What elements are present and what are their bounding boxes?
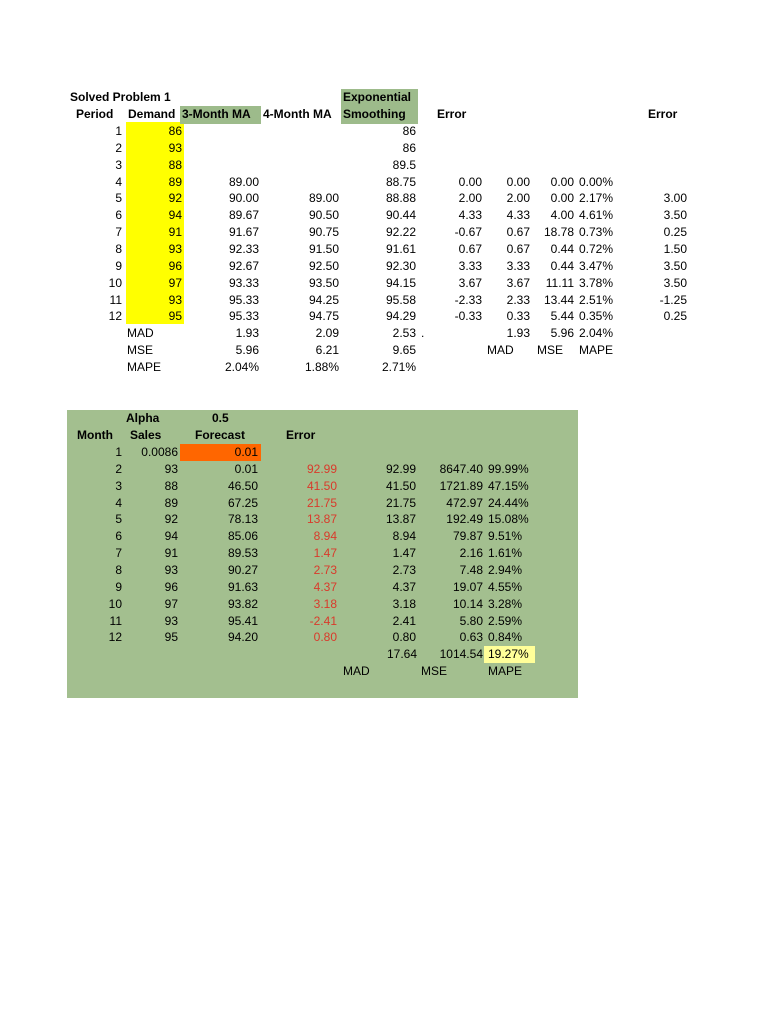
period-cell: 1 [115, 124, 122, 138]
ma4-cell: 91.50 [308, 241, 339, 256]
summary-pct: 2.04% [579, 326, 614, 340]
ma4-cell: 94.25 [308, 292, 339, 307]
pct-error-cell: 1.61% [488, 546, 523, 561]
sq-error-cell: 11.11 [545, 275, 574, 290]
err-label-mse: MSE [537, 343, 564, 357]
sales-cell: 92 [164, 512, 178, 527]
summary-pct [579, 359, 639, 375]
sq-error-cell: 5.44 [550, 309, 574, 324]
sq-error-cell: 0.63 [459, 630, 483, 645]
total-mape: 19.27% [488, 647, 529, 661]
error2-cell: -1.25 [659, 292, 687, 307]
summary-dot: . [421, 326, 425, 340]
month-header: Month [77, 428, 113, 442]
exp-cell: 88.75 [385, 174, 416, 189]
month-cell: 5 [115, 512, 122, 527]
summary-exp: 9.65 [392, 343, 416, 357]
error-cell: -2.41 [309, 613, 337, 628]
sales-cell: 91 [164, 546, 178, 561]
abs-error-cell: 3.18 [392, 596, 416, 611]
sq-error-cell: 2.16 [459, 546, 483, 561]
pct-error-cell: 0.35% [579, 309, 614, 324]
pct-error-cell: 2.94% [488, 562, 523, 577]
period-cell: 7 [115, 225, 122, 240]
sq-error-cell [532, 140, 574, 156]
forecast-cell: 46.50 [227, 478, 258, 493]
sales-cell: 93 [164, 461, 178, 476]
ma4-cell: 92.50 [308, 258, 339, 273]
forecast-header: Forecast [195, 428, 246, 442]
total-label-mape: MAPE [488, 664, 523, 678]
sq-error-cell: 13.44 [543, 292, 574, 307]
error-cell: 8.94 [313, 529, 337, 544]
sales-cell: 94 [164, 529, 178, 544]
pct-error-cell: 0.73% [579, 225, 614, 240]
abs-error-cell: 0.67 [506, 241, 530, 256]
error-cell: 0.00 [458, 174, 482, 189]
abs-error-cell [341, 444, 416, 460]
summary-exp: 2.71% [381, 360, 416, 374]
month-cell: 11 [109, 613, 122, 628]
exp-cell: 89.5 [392, 157, 416, 172]
pct-error-cell [488, 444, 533, 460]
abs-error-cell: 2.00 [506, 191, 530, 206]
error2-cell [620, 123, 687, 139]
error-cell: 1.47 [313, 546, 337, 561]
summary-label: MAPE [127, 360, 162, 374]
total-label-mse: MSE [421, 664, 448, 678]
pct-error-cell: 2.59% [488, 613, 523, 628]
month-cell: 10 [108, 596, 122, 611]
summary-exp: 2.53 [392, 326, 416, 340]
abs-error-cell: 4.33 [506, 208, 530, 223]
ma4-cell [262, 157, 339, 173]
error-cell: 3.18 [313, 596, 337, 611]
exp-cell: 86 [402, 124, 416, 138]
forecast-cell: 90.27 [227, 562, 258, 577]
forecast-cell: 0.01 [234, 461, 258, 476]
sales-header: Sales [130, 428, 162, 442]
forecast-cell: 94.20 [227, 630, 258, 645]
error2-cell: 3.50 [663, 208, 687, 223]
summary-ma4: 6.21 [315, 343, 339, 357]
sheet-title: Solved Problem 1 [70, 90, 171, 104]
forecast-cell: 89.53 [227, 546, 258, 561]
ma3-header: 3-Month MA [182, 107, 251, 121]
summary-ma3: 1.93 [235, 326, 259, 340]
exp-cell: 92.30 [385, 258, 416, 273]
sq-error-cell: 0.00 [550, 174, 574, 189]
demand-cell: 88 [168, 157, 182, 172]
pct-error-cell: 24.44% [488, 495, 529, 510]
sq-error-cell: 7.48 [459, 562, 483, 577]
exp-cell: 94.29 [385, 309, 416, 324]
error-cell [420, 123, 482, 139]
abs-error-cell: 2.33 [506, 292, 530, 307]
period-cell: 12 [108, 309, 122, 324]
ma4-cell: 93.50 [308, 275, 339, 290]
period-cell: 5 [115, 191, 122, 206]
ma3-cell: 90.00 [228, 191, 259, 206]
forecast-cell: 0.01 [234, 445, 258, 459]
error-cell [262, 444, 337, 460]
sales-cell: 89 [164, 495, 178, 510]
demand-cell: 93 [168, 140, 182, 155]
pct-error-cell: 4.61% [579, 208, 614, 223]
ma3-cell: 95.33 [228, 292, 259, 307]
sq-error-cell: 10.14 [452, 596, 483, 611]
exp-cell: 86 [402, 140, 416, 155]
error2-cell: 3.50 [663, 275, 687, 290]
pct-error-cell: 3.78% [579, 275, 614, 290]
err-label-mad: MAD [487, 343, 514, 357]
ma3-cell [180, 123, 259, 139]
error2-cell [620, 174, 687, 190]
abs-error-cell: 2.41 [392, 613, 416, 628]
summary-abs: 1.93 [506, 326, 530, 340]
pct-error-cell: 47.15% [488, 478, 529, 493]
alpha-label: Alpha [126, 411, 160, 425]
total-mse: 1014.54 [439, 647, 483, 661]
demand-cell: 93 [168, 292, 182, 307]
ma3-cell [180, 140, 259, 156]
pct-error-cell: 9.51% [488, 529, 523, 544]
pct-error-cell: 99.99% [488, 461, 529, 476]
abs-error-cell: 0.00 [506, 174, 530, 189]
exp-cell: 94.15 [385, 275, 416, 290]
error-cell: 2.00 [458, 191, 482, 206]
error-cell: 4.37 [313, 579, 337, 594]
sq-error-cell: 79.87 [452, 529, 483, 544]
error-cell: 0.67 [458, 241, 482, 256]
sq-error-cell: 18.78 [543, 225, 574, 240]
forecast-cell: 91.63 [227, 579, 258, 594]
ma3-cell: 95.33 [228, 309, 259, 324]
forecast-cell: 95.41 [227, 613, 258, 628]
sales-cell: 95 [164, 630, 178, 645]
ma4-cell: 90.75 [308, 225, 339, 240]
period-header: Period [76, 107, 114, 121]
total-label-mad: MAD [343, 664, 370, 678]
ma3-cell: 91.67 [228, 225, 259, 240]
ma3-cell [180, 157, 259, 173]
exp-header-line2: Smoothing [343, 107, 406, 121]
month-cell: 12 [108, 630, 122, 645]
sq-error-cell: 19.07 [452, 579, 483, 594]
error-cell [420, 157, 482, 173]
error2-cell [620, 140, 687, 156]
ma4-cell: 89.00 [308, 191, 339, 206]
error-cell: 21.75 [306, 495, 337, 510]
error2-cell: 0.25 [663, 225, 687, 240]
pct-error-cell: 0.00% [579, 174, 614, 189]
sales-cell: 0.0086 [141, 445, 178, 459]
pct-error-cell: 0.84% [488, 630, 523, 645]
error-cell: 0.80 [313, 630, 337, 645]
abs-error-cell: 0.80 [392, 630, 416, 645]
demand-cell: 86 [168, 124, 182, 138]
sq-error-cell [532, 157, 574, 173]
sq-error-cell: 1721.89 [439, 478, 483, 493]
sales-cell: 96 [164, 579, 178, 594]
sq-error-cell: 472.97 [446, 495, 483, 510]
demand-cell: 95 [168, 309, 182, 324]
summary-ma4: 2.09 [315, 326, 339, 340]
ma4-cell: 90.50 [308, 208, 339, 223]
abs-error-cell: 2.73 [392, 562, 416, 577]
demand-cell: 89 [168, 174, 182, 189]
period-cell: 3 [115, 157, 122, 172]
month-cell: 7 [115, 546, 122, 561]
abs-error-cell: 3.67 [506, 275, 530, 290]
abs-error-cell: 0.67 [506, 225, 530, 240]
ma3-cell: 92.33 [228, 241, 259, 256]
month-cell: 6 [115, 529, 122, 544]
summary-dot [421, 359, 431, 375]
summary-label: MAD [127, 326, 154, 340]
error-cell [420, 140, 482, 156]
abs-error-cell: 8.94 [392, 529, 416, 544]
exp-cell: 90.44 [385, 208, 416, 223]
abs-error-cell: 41.50 [385, 478, 416, 493]
error-cell: -0.33 [454, 309, 482, 324]
sq-error-cell [532, 123, 574, 139]
exp-cell: 88.88 [385, 191, 416, 206]
summary-sq: 5.96 [550, 326, 574, 340]
exp-cell: 91.61 [385, 241, 416, 256]
sq-error-cell [418, 444, 483, 460]
error2-cell [620, 157, 687, 173]
error2-cell: 0.25 [663, 309, 687, 324]
period-cell: 8 [115, 241, 122, 256]
period-cell: 10 [108, 275, 122, 290]
summary-abs [484, 359, 530, 375]
summary-dot [421, 342, 431, 358]
error-cell: 92.99 [306, 461, 337, 476]
ma4-cell [262, 174, 339, 190]
demand-header: Demand [128, 107, 176, 121]
forecast-cell: 67.25 [227, 495, 258, 510]
month-cell: 8 [115, 562, 122, 577]
sales-cell: 97 [164, 596, 178, 611]
forecast-cell: 93.82 [227, 596, 258, 611]
month-cell: 1 [115, 445, 122, 459]
ma3-cell: 92.67 [228, 258, 259, 273]
ma3-cell: 89.67 [228, 208, 259, 223]
summary-sq [532, 359, 574, 375]
err-label-mape: MAPE [579, 343, 614, 357]
ma3-cell: 89.00 [228, 174, 259, 189]
sq-error-cell: 192.49 [446, 512, 483, 527]
sq-error-cell: 0.44 [550, 258, 574, 273]
ma4-cell [262, 140, 339, 156]
error-cell: 3.67 [458, 275, 482, 290]
error-cell: 4.33 [458, 208, 482, 223]
abs-error-cell [484, 140, 530, 156]
error-header-2: Error [648, 107, 678, 121]
sq-error-cell: 5.80 [459, 613, 483, 628]
abs-error-cell: 4.37 [392, 579, 416, 594]
abs-error-cell: 21.75 [385, 495, 416, 510]
sq-error-cell: 8647.40 [439, 461, 483, 476]
month-cell: 2 [115, 461, 122, 476]
demand-cell: 93 [168, 241, 182, 256]
error-cell: -0.67 [454, 225, 482, 240]
pct-error-cell: 3.47% [579, 258, 614, 273]
abs-error-cell [484, 157, 530, 173]
pct-error-cell: 2.17% [579, 191, 614, 206]
summary-label: MSE [127, 343, 154, 357]
error2-cell: 3.50 [663, 258, 687, 273]
error-cell: 2.73 [313, 562, 337, 577]
summary-ma4: 1.88% [304, 360, 339, 374]
ma4-cell: 94.75 [308, 309, 339, 324]
period-cell: 11 [109, 292, 122, 307]
sales-cell: 88 [164, 478, 178, 493]
ma3-cell: 93.33 [228, 275, 259, 290]
exp-cell: 92.22 [385, 225, 416, 240]
error-cell: 13.87 [306, 512, 337, 527]
period-cell: 9 [115, 258, 122, 273]
period-cell: 4 [115, 174, 122, 189]
exp-header-line1: Exponential [343, 90, 412, 104]
exp-cell: 95.58 [385, 292, 416, 307]
error-cell: -2.33 [454, 292, 482, 307]
pct-error-cell: 15.08% [488, 512, 529, 527]
forecast-cell: 85.06 [227, 529, 258, 544]
month-cell: 4 [115, 495, 122, 510]
demand-cell: 91 [168, 225, 182, 240]
error2-cell: 3.00 [663, 191, 687, 206]
abs-error-cell: 13.87 [385, 512, 416, 527]
summary-ma3: 2.04% [224, 360, 259, 374]
pct-error-cell: 2.51% [579, 292, 614, 307]
pct-error-cell: 0.72% [579, 241, 614, 256]
forecast-cell: 78.13 [227, 512, 258, 527]
demand-cell: 92 [168, 191, 182, 206]
pct-error-cell: 3.28% [488, 596, 523, 611]
pct-error-cell: 4.55% [488, 579, 523, 594]
abs-error-cell: 3.33 [506, 258, 530, 273]
sq-error-cell: 0.00 [550, 191, 574, 206]
demand-cell: 96 [168, 258, 182, 273]
alpha-value: 0.5 [212, 411, 229, 425]
error-cell: 3.33 [458, 258, 482, 273]
period-cell: 2 [115, 140, 122, 155]
error-cell: 41.50 [306, 478, 337, 493]
period-cell: 6 [115, 208, 122, 223]
abs-error-cell: 0.33 [506, 309, 530, 324]
demand-cell: 97 [168, 275, 182, 290]
abs-error-cell: 1.47 [392, 546, 416, 561]
abs-error-cell: 92.99 [385, 461, 416, 476]
ma4-header: 4-Month MA [263, 107, 332, 121]
error-header: Error [286, 428, 316, 442]
sales-cell: 93 [164, 562, 178, 577]
month-cell: 3 [115, 478, 122, 493]
error-header-1: Error [437, 107, 467, 121]
demand-cell: 94 [168, 208, 182, 223]
total-mad: 17.64 [386, 647, 417, 661]
error2-cell: 1.50 [663, 241, 687, 256]
ma4-cell [262, 123, 339, 139]
sq-error-cell: 4.00 [550, 208, 574, 223]
abs-error-cell [484, 123, 530, 139]
sq-error-cell: 0.44 [550, 241, 574, 256]
summary-ma3: 5.96 [235, 343, 259, 357]
sales-cell: 93 [164, 613, 178, 628]
month-cell: 9 [115, 579, 122, 594]
